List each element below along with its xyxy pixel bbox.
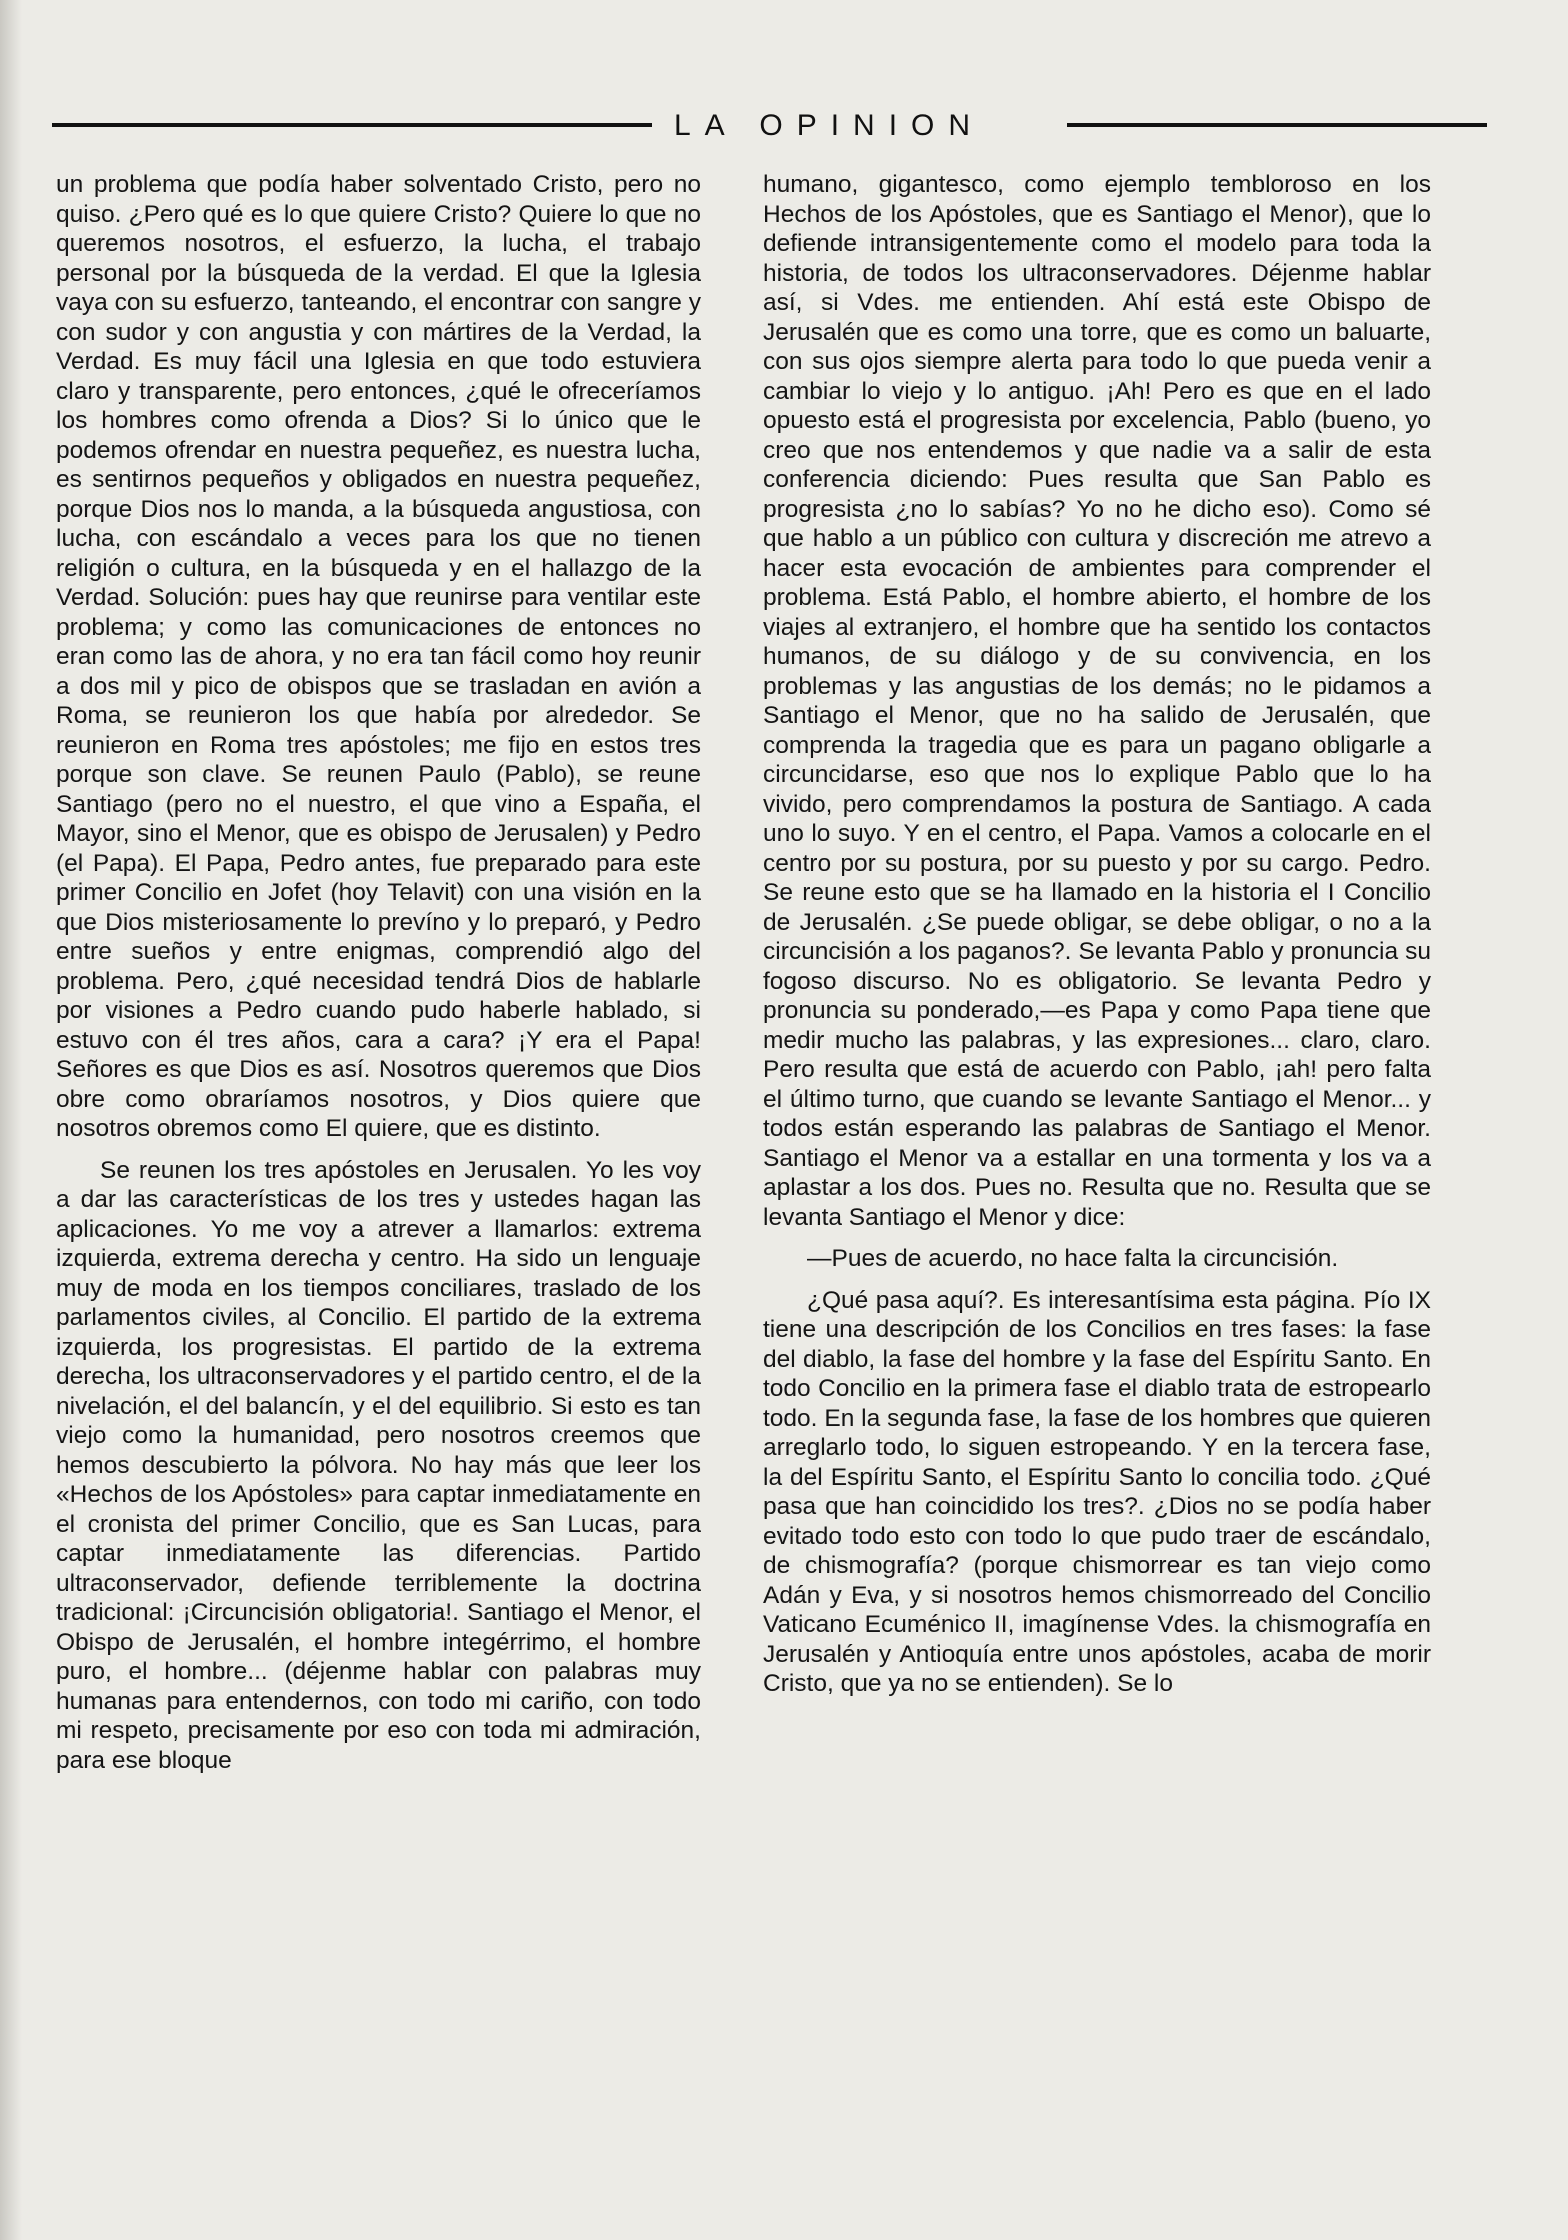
masthead-title: LA OPINION: [674, 109, 985, 142]
paragraph: humano, gigantesco, como ejemplo tembloroso en los Hechos de los Apóstoles, que es Santiago el Menor), que lo defiende intransigentemente como el modelo para toda la historia, de todos los ultraconservadores. Déjenme hablar así, si Vdes. me entienden. Ahí está este Obispo de Jerusalén que es como una torre, que es como un baluarte, con sus ojos siempre alerta para todo lo que pueda venir a cambiar lo viejo y lo antiguo. ¡Ah! Pero es que en el lado opuesto está el progresista por excelencia, Pablo (bueno, yo creo que nos entendemos y que nadie va a salir de esta conferencia diciendo: Pues resulta que San Pablo es progresista ¿no lo sabías? Yo no he dicho eso). Como sé que hablo a un público con cultura y discreción me atrevo a hacer esta evocación de ambientes para comprender el problema. Está Pablo, el hombre abierto, el hombre de los viajes al extranjero, el hombre que ha sentido los contactos humanos, de su diálogo y de su convivencia, en los problemas y las angustias de los demás; no le pidamos a Santiago el Menor, que no ha salido de Jerusalén, que comprenda la tragedia que es para un pagano obligarle a circuncidarse, eso que nos lo explique Pablo que lo ha vivido, pero comprendamos la postura de Santiago. A cada uno lo suyo. Y en el centro, el Papa. Vamos a colocarle en el centro por su postura, por su puesto y por su cargo. Pedro. Se reune esto que se ha llamado en la historia el I Concilio de Jerusalén. ¿Se puede obligar, se debe obligar, o no a la circuncisión a los paganos?. Se levanta Pablo y pronuncia su fogoso discurso. No es obligatorio. Se levanta Pedro y pronuncia su ponderado,—es Papa y como Papa tiene que medir mucho las palabras, y las expresiones... claro, claro. Pero resulta que está de acuerdo con Pablo, ¡ah! pero falta el último turno, que cuando se levante Santiago el Menor... y todos están esperando las palabras de Santiago el Menor. Santiago el Menor va a estallar en una tormenta y los va a aplastar a los dos. Pues no. Resulta que no. Resulta que se levanta Santiago el Menor y dice:: [763, 171, 1431, 1231]
page-gutter-shadow: [0, 0, 22, 2240]
left-column: [56, 170, 701, 1775]
header-rule-right: [1067, 123, 1487, 127]
paragraph: un problema que podía haber solventado Cristo, pero no quiso. ¿Pero qué es lo que quiere Cristo? Quiere lo que no queremos nosotros, el esfuerzo, la lucha, el trabajo personal por la búsqueda de la verdad. El que la Iglesia vaya con su esfuerzo, tanteando, el encontrar con sangre y con sudor y con angustia y con mártires de la Verdad, la Verdad. Es muy fácil una Iglesia en que todo estuviera claro y transparente, pero entonces, ¿qué le ofreceríamos los hombres como ofrenda a Dios? Si lo único que le podemos ofrendar en nuestra pequeñez, es nuestra lucha, es sentirnos pequeños y obligados en nuestra pequeñez, porque Dios nos lo manda, a la búsqueda angustiosa, con lucha, con escándalo a veces para los que no tienen religión o cultura, en la búsqueda y en el hallazgo de la Verdad. Solución: pues hay que reunirse para ventilar este problema; y como las comunicaciones de entonces no eran como las de ahora, y no era tan fácil como hoy reunir a dos mil y pico de obispos que se trasladan en avión a Roma, se reunieron los que había por alrededor. Se reunieron en Roma tres apóstoles; me fijo en estos tres porque son clave. Se reunen Paulo (Pablo), se reune Santiago (pero no el nuestro, el que vino a España, el Mayor, sino el Menor, que es obispo de Jerusalen) y Pedro (el Papa). El Papa, Pedro antes, fue preparado para este primer Concilio en Jofet (hoy Telavit) con una visión en la que Dios misteriosamente lo prevíno y lo preparó, y Pedro entre sueños y entre enigmas, comprendió algo del problema. Pero, ¿qué necesidad tendrá Dios de hablarle por visiones a Pedro cuando pudo haberle hablado, si estuvo con él tres años, cara a cara? ¡Y era el Papa! Señores es que Dios es así. Nosotros queremos que Dios obre como obraríamos nosotros, y Dios quiere que nosotros obremos como El quiere, que es distinto.: [56, 171, 701, 1142]
paragraph: Se reunen los tres apóstoles en Jerusalen. Yo les voy a dar las características de los tres y ustedes hagan las aplicaciones. Yo me voy a atrever a llamarlos: extrema izquierda, extrema derecha y centro. Ha sido un lenguaje muy de moda en los tiempos conciliares, traslado de los parlamentos civiles, al Concilio. El partido de la extrema izquierda, los progresistas. El partido de la extrema derecha, los ultraconservadores y el partido centro, el de la nivelación, el del balancín, y el del equilibrio. Si esto es tan viejo como la humanidad, pero nosotros creemos que hemos descubierto la pólvora. No hay más que leer los «Hechos de los Apóstoles» para captar inmediatamente en el cronista del primer Concilio, que es San Lucas, para captar inmediatamente las diferencias. Partido ultraconservador, defiende terriblemente la doctrina tradicional: ¡Circuncisión obligatoria!. Santiago el Menor, el Obispo de Jerusalén, el hombre integérrimo, el hombre puro, el hombre... (déjenme hablar con palabras muy humanas para entendernos, con todo mi cariño, con todo mi respeto, precisamente por eso con toda mi admiración, para ese bloque: [56, 1156, 701, 1774]
header-rule-left: [52, 123, 652, 127]
paragraph: ¿Qué pasa aquí?. Es interesantísima esta página. Pío IX tiene una descripción de los Concilios en tres fases: la fase del diablo, la fase del hombre y la fase del Espíritu Santo. En todo Concilio en la primera fase el diablo trata de estropearlo todo. En la segunda fase, la fase de los hombres que quieren arreglarlo todo, lo siguen estropeando. Y en la tercera fase, la del Espíritu Santo, el Espíritu Santo lo concilia todo. ¿Qué pasa que han coincidido los tres?. ¿Dios no se podía haber evitado todo esto con todo lo que pudo traer de escándalo, de chismografía? (porque chismorrear es tan viejo como Adán y Eva, y si nosotros hemos chismorreado del Concilio Vaticano Ecuménico II, imagínense Vdes. la chismografía en Jerusalén y Antioquía entre unos apóstoles, acaba de morir Cristo, que ya no se entienden). Se lo: [763, 1286, 1431, 1697]
right-column: [763, 170, 1431, 1699]
running-header: [52, 108, 1432, 148]
paragraph-dialogue: —Pues de acuerdo, no hace falta la circuncisión.: [807, 1245, 1339, 1272]
